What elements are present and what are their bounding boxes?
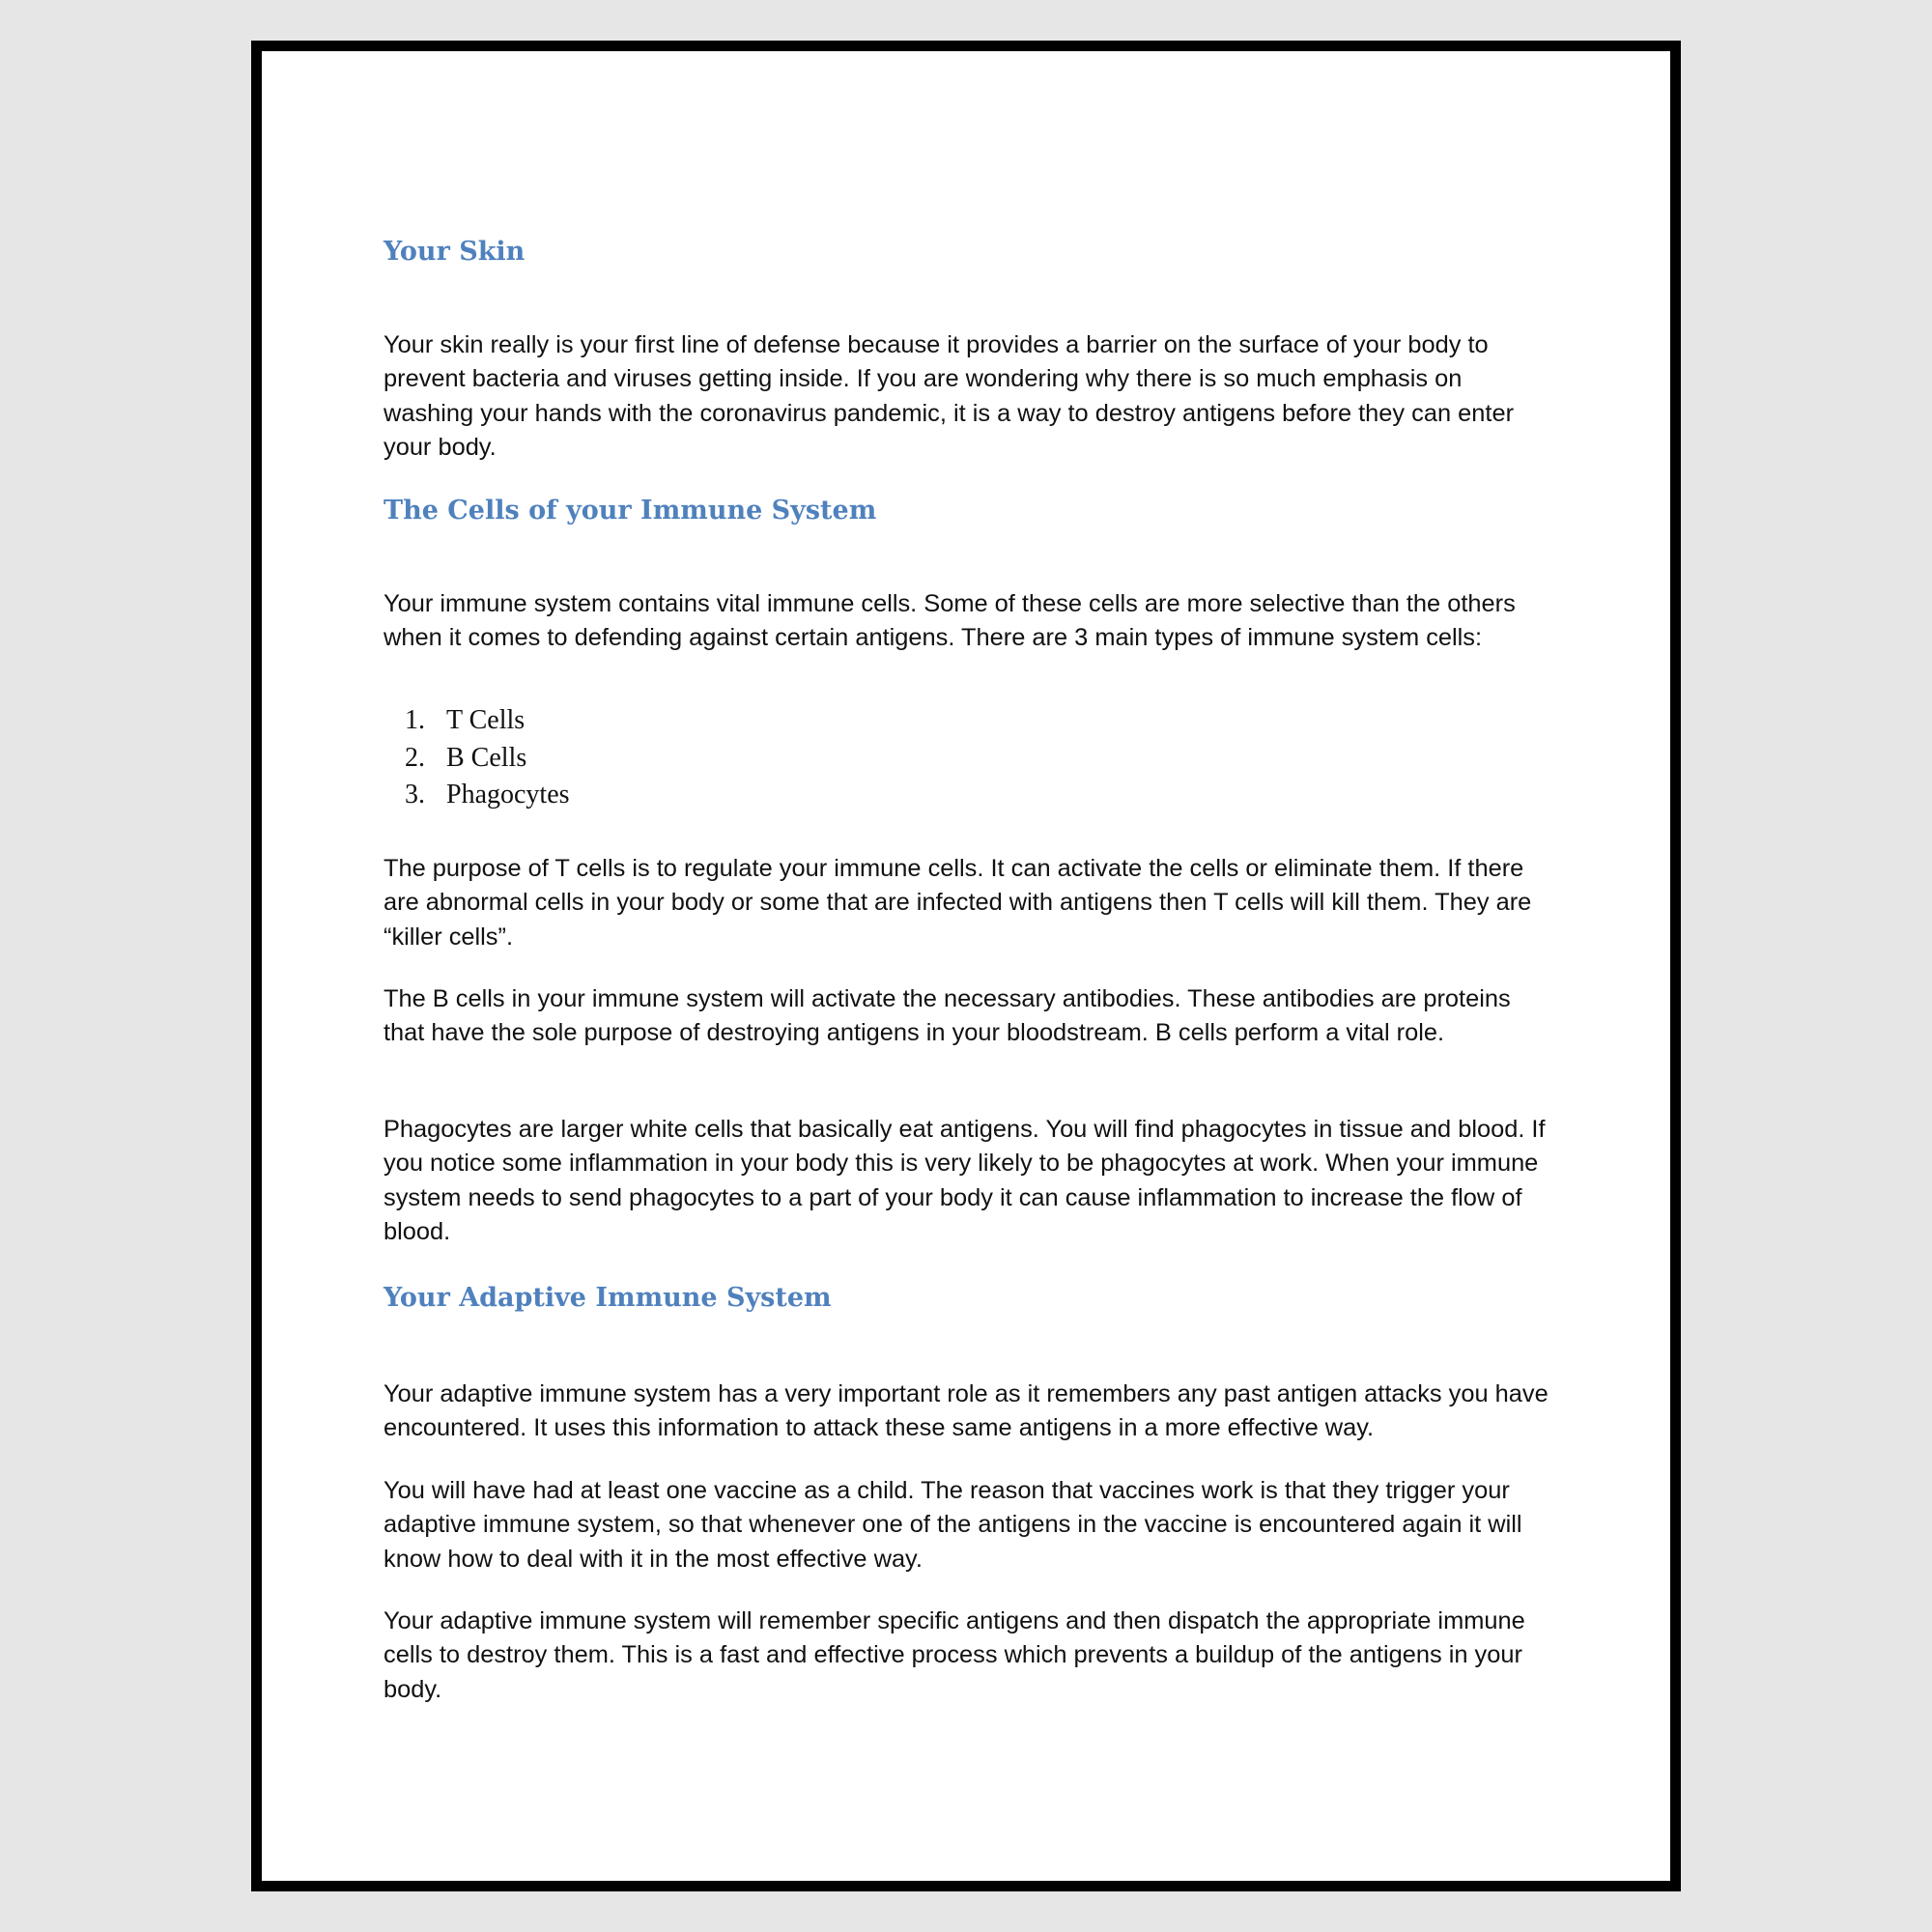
paragraph-adaptive-memory: Your adaptive immune system will remember specific antigens and then dispatch the appropriate immune cells to destroy them. This is a fast and effective process which prevents a buildup of the antigens in your body. (384, 1607, 1525, 1703)
heading-adaptive-immune-system: Your Adaptive Immune System (384, 1283, 832, 1313)
paragraph-t-cells: The purpose of T cells is to regulate your immune cells. It can activate the cells or eliminate them. If there are abnormal cells in your body or some that are infected with antigens then T cells will kill them. They are “killer cells”. (384, 855, 1532, 951)
immune-cell-types-list (384, 702, 1557, 814)
list-item-number: 3. (405, 780, 425, 810)
list-item-number: 2. (405, 742, 425, 773)
list-item (384, 702, 1557, 740)
list-item (384, 777, 1557, 814)
paragraph-skin: Your skin really is your first line of defense because it provides a barrier on the surface of your body to prevent bacteria and viruses getting inside. If you are wondering why there is so much emphasis on washing your hands with the coronavirus pandemic, it is a way to destroy antigens before they can enter your body. (384, 331, 1515, 461)
list-item-text: B Cells (446, 742, 527, 773)
heading-immune-cells: The Cells of your Immune System (384, 496, 877, 526)
paragraph-phagocytes: Phagocytes are larger white cells that basically eat antigens. You will find phagocytes in tissue and blood. If you notice some inflammation in your body this is very likely to be phagocytes at work. When your immune system needs to send phagocytes to a part of your body it can cause inflammation to increase the flow of blood. (384, 1116, 1546, 1245)
list-item (384, 740, 1557, 778)
list-item-number: 1. (405, 705, 425, 735)
list-item-text: T Cells (446, 705, 526, 735)
list-item-text: Phagocytes (446, 780, 570, 810)
paragraph-adaptive-role: Your adaptive immune system has a very important role as it remembers any past antigen attacks you have encountered. It uses this information to attack these same antigens in a more effective way. (384, 1380, 1548, 1442)
paragraph-b-cells: The B cells in your immune system will activate the necessary antibodies. These antibodies are proteins that have the sole purpose of destroying antigens in your bloodstream. B cells perform a vital role. (384, 985, 1511, 1047)
paragraph-immune-cells-intro: Your immune system contains vital immune cells. Some of these cells are more selective than the others when it comes to defending against certain antigens. There are 3 main types of immune system cells: (384, 590, 1516, 652)
document-page (251, 41, 1681, 1891)
paragraph-vaccines: You will have had at least one vaccine as a child. The reason that vaccines work is that they trigger your adaptive immune system, so that whenever one of the antigens in the vaccine is encountered again it will know how to deal with it in the most effective way. (384, 1477, 1522, 1573)
heading-your-skin: Your Skin (384, 237, 526, 267)
